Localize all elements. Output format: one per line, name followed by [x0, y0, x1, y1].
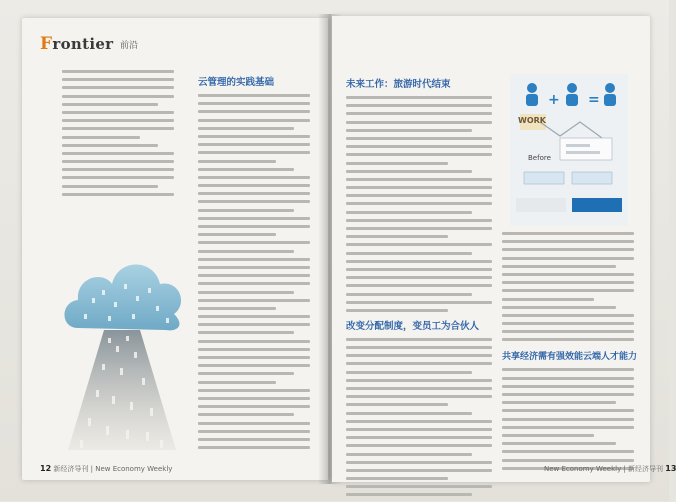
body-text-line: [346, 362, 492, 365]
body-text-line: [346, 379, 492, 382]
body-text-line: [62, 136, 140, 139]
body-text-line: [198, 282, 310, 285]
body-text-line: [346, 420, 492, 423]
body-text-line: [502, 322, 634, 325]
body-text-line: [346, 145, 492, 148]
body-text-line: [502, 265, 616, 268]
right-footer: New Economy Weekly | 新经济导刊 13: [544, 464, 676, 473]
body-text-line: [198, 217, 310, 220]
body-text-line: [346, 268, 492, 271]
body-text-line: [346, 477, 448, 480]
body-text-line: [502, 409, 634, 412]
body-text-line: [502, 459, 634, 462]
body-text-line: [346, 276, 492, 279]
body-text-line: [502, 298, 594, 301]
body-text-line: [502, 281, 634, 284]
body-text-line: [198, 323, 310, 326]
workflow-diagram: [510, 74, 628, 226]
left-section-heading: 云管理的实践基础: [198, 77, 275, 88]
body-text-line: [346, 493, 472, 496]
body-text-line: [62, 86, 174, 89]
body-text-line: [502, 418, 634, 421]
body-text-line: [502, 232, 634, 235]
body-text-line: [502, 426, 634, 429]
cloud-data-stream-icon: [56, 218, 188, 450]
body-text-line: [198, 110, 310, 113]
body-text-line: [62, 70, 174, 73]
body-text-line: [198, 200, 310, 203]
body-text-line: [62, 78, 174, 81]
body-text-line: [502, 442, 616, 445]
body-text-line: [198, 151, 310, 154]
body-text-line: [198, 209, 294, 212]
brand-section-label: 前沿: [120, 41, 139, 51]
body-text-line: [346, 252, 472, 255]
body-text-line: [346, 293, 472, 296]
body-text-line: [198, 274, 310, 277]
right-section-heading-2: 改变分配制度，变员工为合伙人: [346, 320, 480, 332]
body-text-line: [346, 121, 492, 124]
left-footer: 12 新经济导刊 | New Economy Weekly: [40, 464, 173, 473]
body-text-line: [198, 160, 276, 163]
body-text-line: [198, 364, 310, 367]
body-text-line: [198, 143, 310, 146]
body-text-line: [198, 184, 310, 187]
body-text-line: [502, 257, 634, 260]
body-text-line: [346, 211, 472, 214]
body-text-line: [502, 401, 616, 404]
right-text-column-1: [346, 72, 492, 502]
body-text-line: [346, 309, 448, 312]
left-footer-magazine-en: New Economy Weekly: [95, 465, 173, 473]
diagram-before-label: Before: [528, 154, 551, 162]
body-text-line: [198, 307, 276, 310]
body-text-line: [198, 192, 310, 195]
body-text-line: [346, 403, 448, 406]
body-text-line: [198, 372, 294, 375]
body-text-line: [198, 438, 310, 441]
body-text-line: [502, 306, 616, 309]
body-text-line: [502, 314, 634, 317]
cloud-illustration: [56, 218, 188, 450]
svg-text:+: +: [548, 92, 560, 108]
body-text-line: [346, 387, 492, 390]
brand-rest: rontier: [52, 35, 114, 53]
body-text-line: [62, 95, 174, 98]
body-text-line: [198, 381, 276, 384]
body-text-line: [346, 170, 472, 173]
body-text-line: [502, 338, 634, 341]
diagram-work-label: WORK: [518, 116, 546, 125]
body-text-line: [346, 112, 492, 115]
left-page-number: 12: [40, 464, 52, 473]
body-text-line: [346, 137, 492, 140]
right-text-column-2: [502, 232, 638, 475]
left-page: [22, 18, 328, 480]
body-text-line: [502, 377, 634, 380]
left-text-column-2: [198, 70, 310, 454]
body-text-line: [502, 330, 634, 333]
body-text-line: [502, 289, 634, 292]
body-text-line: [502, 434, 594, 437]
body-text-line: [346, 96, 492, 99]
body-text-line: [502, 273, 634, 276]
body-text-line: [502, 248, 634, 251]
body-text-line: [198, 127, 294, 130]
body-text-line: [198, 94, 310, 97]
body-text-line: [346, 469, 492, 472]
body-text-line: [346, 129, 472, 132]
body-text-line: [346, 235, 448, 238]
body-text-line: [198, 422, 310, 425]
body-text-line: [198, 102, 310, 105]
body-text-line: [62, 193, 174, 196]
right-section-heading-1: 未来工作：旅游时代结束: [346, 79, 451, 90]
body-text-line: [62, 152, 174, 155]
body-text-line: [62, 160, 174, 163]
body-text-line: [346, 428, 492, 431]
body-text-line: [198, 266, 310, 269]
body-text-line: [198, 299, 310, 302]
body-text-line: [346, 104, 492, 107]
body-text-line: [502, 450, 634, 453]
body-text-line: [346, 227, 492, 230]
body-text-line: [502, 393, 634, 396]
body-text-line: [346, 194, 492, 197]
body-text-line: [346, 412, 472, 415]
body-text-line: [502, 240, 634, 243]
body-text-line: [62, 119, 174, 122]
body-text-line: [346, 354, 492, 357]
body-text-line: [346, 219, 492, 222]
people-network-diagram-icon: [510, 74, 628, 226]
body-text-line: [346, 485, 492, 488]
body-text-line: [198, 389, 310, 392]
left-text-column-1: [62, 70, 174, 201]
body-text-line: [198, 405, 310, 408]
body-text-line: [198, 135, 310, 138]
body-text-line: [346, 444, 492, 447]
body-text-line: [198, 315, 310, 318]
brand-first-letter: F: [40, 34, 53, 54]
body-text-line: [198, 331, 294, 334]
body-text-line: [62, 185, 158, 188]
body-text-line: [198, 241, 310, 244]
body-text-line: [198, 119, 310, 122]
body-text-line: [198, 258, 310, 261]
body-text-line: [346, 461, 492, 464]
body-text-line: [198, 356, 310, 359]
body-text-line: [346, 371, 472, 374]
body-text-line: [346, 243, 492, 246]
right-section-heading-3: 共享经济需有强效能云端人才能力: [502, 352, 638, 363]
body-text-line: [346, 260, 492, 263]
body-text-line: [198, 291, 294, 294]
right-page-number: 13: [665, 464, 676, 473]
body-text-line: [62, 144, 158, 147]
body-text-line: [62, 168, 174, 171]
body-text-line: [346, 284, 492, 287]
right-footer-magazine-cn: 新经济导刊: [628, 465, 664, 473]
body-text-line: [502, 385, 634, 388]
body-text-line: [346, 202, 492, 205]
body-text-line: [346, 395, 492, 398]
body-text-line: [198, 176, 310, 179]
svg-text:=: =: [588, 92, 600, 108]
body-text-line: [198, 233, 276, 236]
body-text-line: [346, 162, 448, 165]
body-text-line: [346, 338, 492, 341]
body-text-line: [346, 301, 492, 304]
body-text-line: [198, 168, 294, 171]
body-text-line: [346, 153, 492, 156]
right-footer-magazine-en: New Economy Weekly: [544, 465, 622, 473]
body-text-line: [346, 436, 492, 439]
body-text-line: [62, 127, 174, 130]
body-text-line: [198, 413, 294, 416]
body-text-line: [198, 348, 310, 351]
body-text-line: [198, 397, 310, 400]
body-text-line: [62, 176, 174, 179]
body-text-line: [346, 453, 472, 456]
body-text-line: [346, 186, 492, 189]
magazine-brand: [40, 34, 113, 54]
body-text-line: [198, 340, 310, 343]
body-text-line: [62, 111, 174, 114]
body-text-line: [198, 250, 294, 253]
body-text-line: [346, 346, 492, 349]
body-text-line: [198, 225, 310, 228]
left-footer-magazine-cn: 新经济导刊: [53, 465, 89, 473]
body-text-line: [346, 178, 492, 181]
body-text-line: [502, 368, 634, 371]
body-text-line: [198, 430, 310, 433]
right-page: [332, 16, 676, 482]
body-text-line: [198, 446, 310, 449]
body-text-line: [62, 103, 158, 106]
